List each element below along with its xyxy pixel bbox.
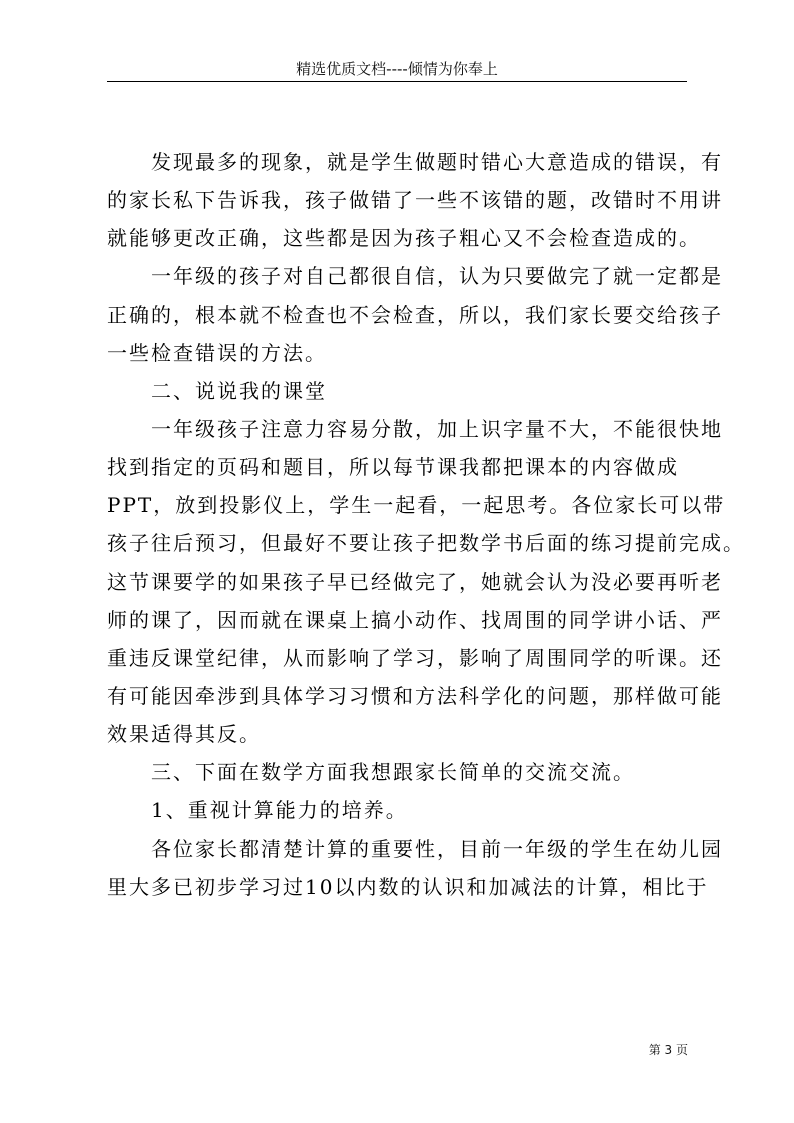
paragraph-line: 一些检查错误的方法。 [107,340,327,365]
paragraph-line: 有可能因牵涉到具体学习习惯和方法科学化的问题，那样做可能 [107,683,723,708]
paragraph-line: 各位家长都清楚计算的重要性，目前一年级的学生在幼儿园 [151,836,723,861]
paragraph-line: 一年级孩子注意力容易分散，加上识字量不大，不能很快地 [151,416,723,441]
paragraph-line: 孩子往后预习，但最好不要让孩子把数学书后面的练习提前完成。 [107,531,745,556]
header-rule [107,81,687,82]
section-heading: 三、下面在数学方面我想跟家长简单的交流交流。 [151,760,635,785]
document-body [107,143,745,906]
paragraph-line: 一年级的孩子对自己都很自信，认为只要做完了就一定都是 [151,264,723,289]
page-number: 第 3 页 [648,1043,688,1057]
paragraph-line: 重违反课堂纪律，从而影响了学习，影响了周围同学的听课。还 [107,645,723,670]
section-heading: 二、说说我的课堂 [151,378,327,403]
paragraph-line: 这节课要学的如果孩子早已经做完了，她就会认为没必要再听老 [107,569,723,594]
paragraph-line: 找到指定的页码和题目，所以每节课我都把课本的内容做成 [107,455,679,480]
paragraph-line: PPT，放到投影仪上，学生一起看，一起思考。各位家长可以带 [107,493,726,518]
subsection-heading: 1、重视计算能力的培养。 [151,798,408,823]
paragraph-line: 发现最多的现象，就是学生做题时错心大意造成的错误，有 [151,150,723,174]
paragraph-line: 就能够更改正确，这些都是因为孩子粗心又不会检查造成的。 [107,226,701,251]
paragraph-line: 正确的，根本就不检查也不会检查，所以，我们家长要交给孩子 [107,302,723,327]
paragraph-line: 里大多已初步学习过10以内数的认识和加减法的计算，相比于 [107,874,709,899]
paragraph-line: 效果适得其反。 [107,722,261,747]
paragraph-line: 师的课了，因而就在课桌上搞小动作、找周围的同学讲小话、严 [107,607,723,632]
paragraph-line: 的家长私下告诉我，孩子做错了一些不该错的题，改错时不用讲 [107,188,723,213]
page-header: 精选优质文档----倾情为你奉上 [296,60,498,78]
